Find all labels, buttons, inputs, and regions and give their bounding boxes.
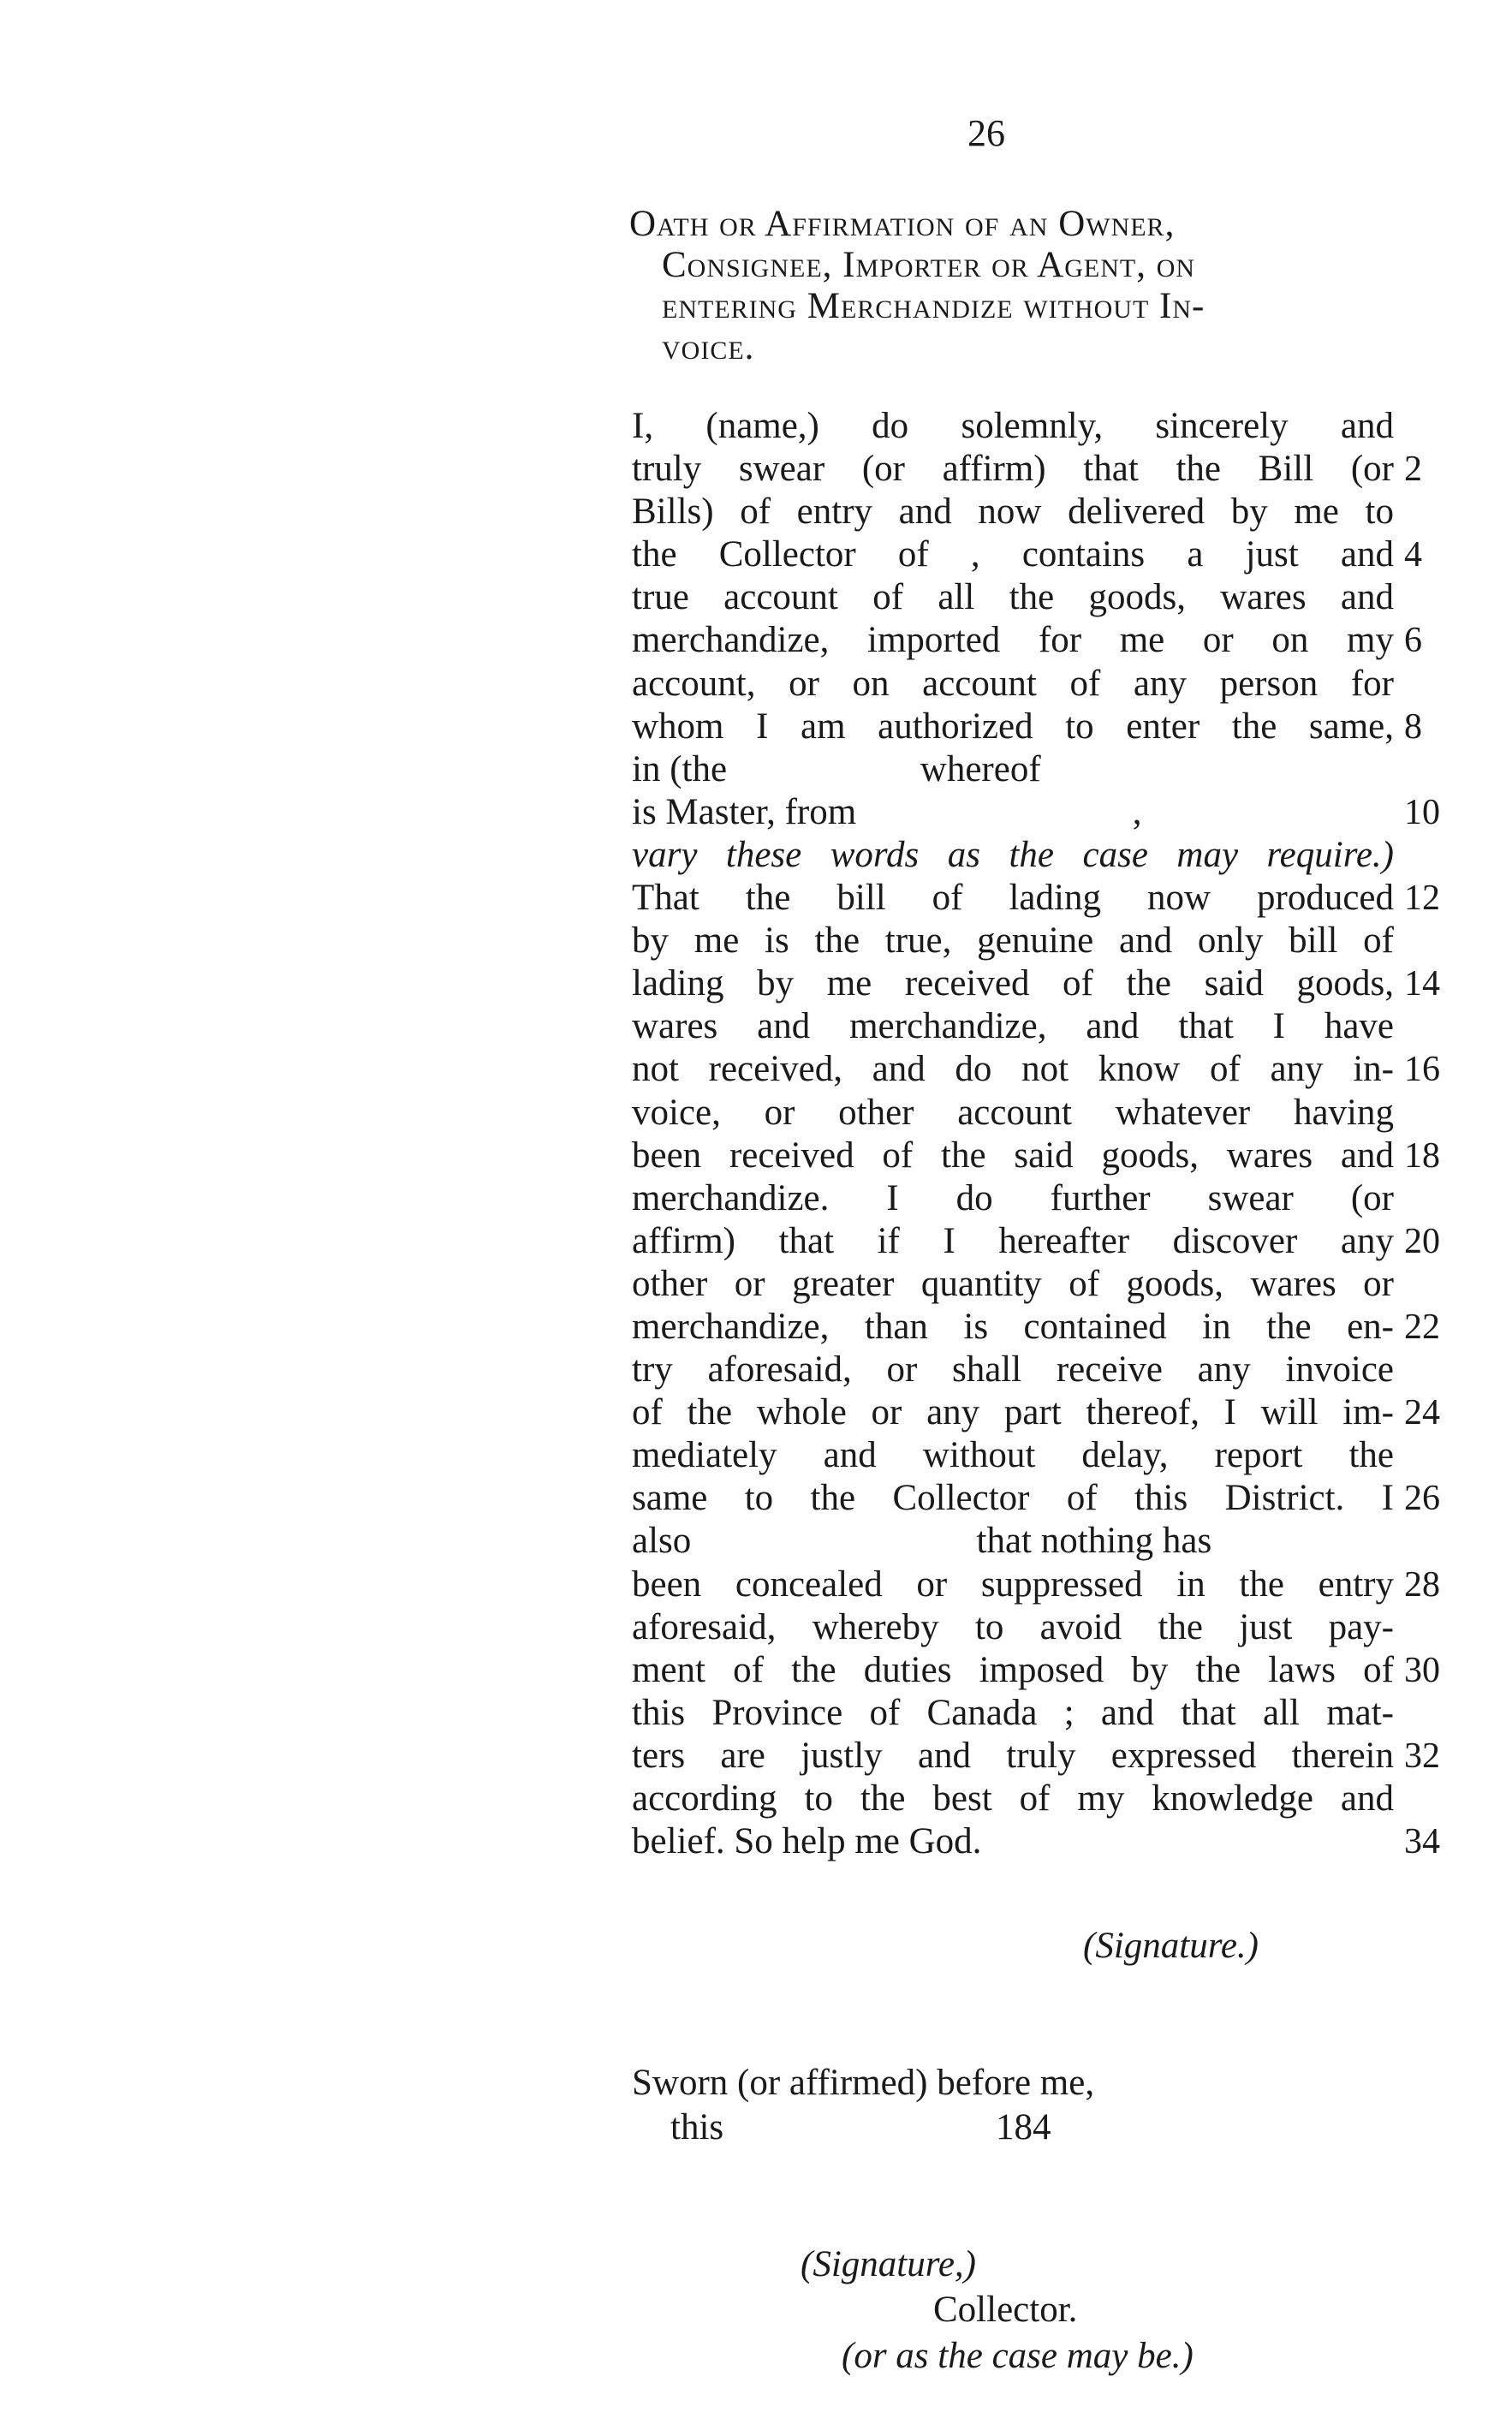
body-line xyxy=(632,962,1440,1005)
line-text: is Master, from , xyxy=(632,791,1142,832)
line-number: 24 xyxy=(1404,1393,1440,1433)
body-line xyxy=(632,1820,1440,1863)
line-text: in (the whereof xyxy=(632,748,1041,789)
line-number: 32 xyxy=(1404,1736,1440,1776)
oath-body xyxy=(632,405,1440,1863)
body-line xyxy=(632,920,1394,962)
line-text: whom I am authorized to enter the same, xyxy=(632,706,1394,747)
body-line xyxy=(632,1391,1440,1434)
body-line xyxy=(632,1778,1394,1820)
body-line xyxy=(632,1177,1394,1220)
line-number: 4 xyxy=(1404,535,1422,575)
line-text: by me is the true, genuine and only bill of xyxy=(632,920,1394,962)
line-text: I, (name,) do solemnly, sincerely and xyxy=(632,406,1394,446)
body-line xyxy=(632,1220,1440,1263)
heading-line-4: voice. xyxy=(662,327,755,367)
line-text: same to the Collector of this District. I xyxy=(632,1478,1394,1519)
line-text: merchandize. I do further swear (or xyxy=(632,1177,1394,1218)
line-text: That the bill of lading now produced xyxy=(632,878,1394,919)
body-line xyxy=(632,1306,1440,1349)
body-line xyxy=(632,834,1394,877)
this-day-label: this xyxy=(670,2107,724,2147)
line-text: affirm) that if I hereafter discover any xyxy=(632,1220,1394,1261)
body-line xyxy=(632,1005,1394,1048)
line-text: merchandize, imported for me or on my xyxy=(632,620,1394,661)
line-text: this Province of Canada ; and that all mat- xyxy=(632,1692,1394,1733)
line-number: 12 xyxy=(1404,878,1440,919)
body-line xyxy=(632,1606,1394,1649)
line-text: voice, or other account whatever having xyxy=(632,1092,1394,1133)
body-line xyxy=(632,748,1394,791)
line-text: account, or on account of any person for xyxy=(632,663,1394,704)
line-text: aforesaid, whereby to avoid the just pay- xyxy=(632,1606,1394,1647)
year-label: 184 xyxy=(996,2107,1051,2147)
line-number: 18 xyxy=(1404,1135,1440,1176)
body-line xyxy=(632,1520,1394,1563)
line-number: 26 xyxy=(1404,1479,1440,1519)
body-line xyxy=(632,1692,1394,1735)
collector-title: Collector. xyxy=(933,2290,1078,2330)
line-text: belief. So help me God. xyxy=(632,1821,982,1862)
sworn-before-line: Sworn (or affirmed) before me, xyxy=(632,2063,1095,2103)
body-line xyxy=(632,877,1440,920)
line-text: wares and merchandize, and that I have xyxy=(632,1006,1394,1047)
body-line xyxy=(632,1735,1440,1778)
body-line xyxy=(632,533,1422,576)
line-text: been received of the said goods, wares and xyxy=(632,1135,1394,1176)
body-line xyxy=(632,448,1422,491)
line-number: 8 xyxy=(1404,706,1422,747)
body-line xyxy=(632,791,1440,834)
line-text: ters are justly and truly expressed therein xyxy=(632,1735,1394,1776)
line-number: 16 xyxy=(1404,1050,1440,1090)
line-text: vary these words as the case may require.) xyxy=(632,834,1394,875)
body-line xyxy=(632,619,1422,662)
line-text: the Collector of , contains a just and xyxy=(632,534,1394,575)
body-line xyxy=(632,1349,1394,1391)
line-number: 20 xyxy=(1404,1221,1440,1261)
line-text: been concealed or suppressed in the entry xyxy=(632,1563,1394,1605)
line-number: 28 xyxy=(1404,1564,1440,1605)
body-line xyxy=(632,663,1394,706)
line-number: 34 xyxy=(1404,1822,1440,1862)
heading-line-2: Consignee, Importer or Agent, on xyxy=(662,245,1196,285)
body-line xyxy=(632,576,1394,619)
body-line xyxy=(632,1434,1394,1477)
line-number: 14 xyxy=(1404,964,1440,1004)
collector-signature-label: (Signature,) xyxy=(801,2244,977,2284)
line-text: ment of the duties imposed by the laws of xyxy=(632,1649,1394,1690)
line-text: Bills) of entry and now delivered by me to xyxy=(632,491,1394,533)
line-text: of the whole or any part thereof, I will im- xyxy=(632,1392,1394,1433)
body-line xyxy=(632,1135,1440,1177)
line-number: 10 xyxy=(1404,792,1440,832)
line-text: according to the best of my knowledge and xyxy=(632,1778,1394,1819)
case-note: (or as the case may be.) xyxy=(842,2336,1194,2376)
section-heading xyxy=(629,204,1485,368)
body-line xyxy=(632,1563,1440,1606)
line-number: 6 xyxy=(1404,621,1422,661)
line-text: try aforesaid, or shall receive any invoice xyxy=(632,1349,1394,1391)
line-text: not received, and do not know of any in- xyxy=(632,1049,1394,1090)
line-number: 30 xyxy=(1404,1650,1440,1690)
heading-line-1: Oath or Affirmation of an Owner, xyxy=(629,204,1176,244)
body-line xyxy=(632,706,1422,748)
line-number: 2 xyxy=(1404,450,1422,490)
line-number: 22 xyxy=(1404,1307,1440,1347)
line-text: mediately and without delay, report the xyxy=(632,1435,1394,1476)
deponent-signature-label: (Signature.) xyxy=(1083,1926,1259,1966)
body-line xyxy=(632,1477,1440,1520)
page-number: 26 xyxy=(967,112,1005,154)
body-line xyxy=(632,1649,1440,1692)
line-text: true account of all the goods, wares and xyxy=(632,577,1394,618)
line-text: also that nothing has xyxy=(632,1521,1212,1562)
body-line xyxy=(632,1048,1440,1091)
heading-line-3: entering Merchandize without In- xyxy=(662,286,1205,326)
line-text: truly swear (or affirm) that the Bill (or xyxy=(632,449,1394,490)
body-line xyxy=(632,491,1394,533)
line-text: other or greater quantity of goods, wares or xyxy=(632,1263,1394,1304)
line-text: merchandize, than is contained in the en- xyxy=(632,1306,1394,1347)
line-text: lading by me received of the said goods, xyxy=(632,963,1394,1004)
body-line xyxy=(632,1092,1394,1135)
body-line xyxy=(632,405,1394,448)
body-line xyxy=(632,1263,1394,1306)
